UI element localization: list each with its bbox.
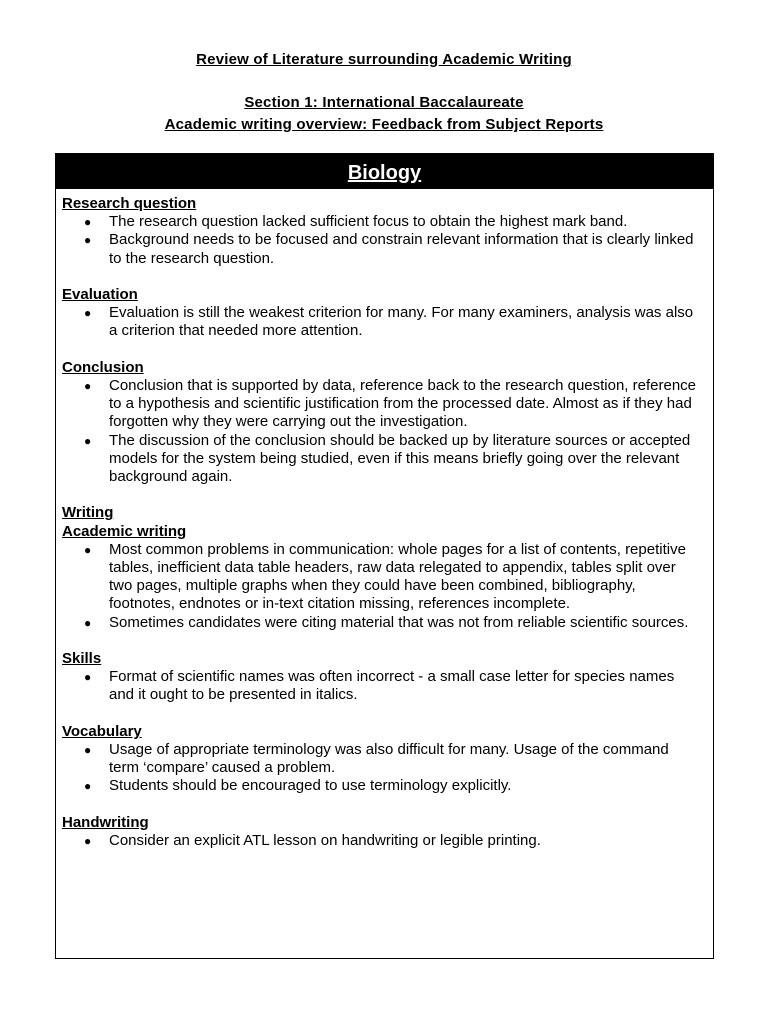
evaluation-list xyxy=(62,304,713,340)
list-item: ● The research question lacked sufficient focus to obtain the highest mark band. xyxy=(62,213,713,231)
list-item: ● Most common problems in communication: whole pages for a list of contents, repetitive tables, inefficient data table headers, raw data relegated to appendix, tables split over two pages, multiple graphs when they could have been combined, bibliography, footnotes, endnotes or in-text citation missing, references incomplete. xyxy=(62,541,713,614)
skills-list xyxy=(62,668,713,704)
research-question-list xyxy=(62,213,713,268)
list-item: ● The discussion of the conclusion should be backed up by literature sources or accepted models for the system being studied, even if this means briefly going over the relevant background again. xyxy=(62,432,713,487)
list-item: ● Background needs to be focused and constrain relevant information that is clearly linked to the research question. xyxy=(62,231,713,267)
list-item: ● Consider an explicit ATL lesson on handwriting or legible printing. xyxy=(62,832,713,850)
conclusion-list xyxy=(62,377,713,486)
writing-list xyxy=(62,541,713,632)
list-item: ● Conclusion that is supported by data, reference back to the research question, reference to a hypothesis and scientific justification from the processed date. Almost as if they had forgotten why they were carrying out the investigation. xyxy=(62,377,713,432)
section-heading-handwriting: Handwriting xyxy=(62,813,149,831)
vocabulary-list xyxy=(62,741,713,796)
section-heading-research-question: Research question xyxy=(62,195,197,212)
subheading-academic-writing: Academic writing xyxy=(62,522,187,540)
section-heading-vocabulary: Vocabulary xyxy=(62,722,142,740)
list-item: ● Format of scientific names was often incorrect - a small case letter for species names and it ought to be presented in italics. xyxy=(62,668,713,704)
section-heading-conclusion: Conclusion xyxy=(62,358,144,376)
box-title: Biology xyxy=(56,154,713,189)
list-item: ● Usage of appropriate terminology was also difficult for many. Usage of the command term ‘compare’ caused a problem. xyxy=(62,741,713,777)
section-heading-writing: Writing xyxy=(62,504,114,522)
list-item: ● Sometimes candidates were citing material that was not from reliable scientific sources. xyxy=(62,614,713,632)
handwriting-list xyxy=(62,832,713,850)
box-content xyxy=(56,189,713,850)
section-heading-evaluation: Evaluation xyxy=(62,286,138,303)
biology-feedback-box xyxy=(55,153,714,959)
section-title: Section 1: International Baccalaureate xyxy=(244,94,524,111)
list-item: ● Students should be encouraged to use terminology explicitly. xyxy=(62,777,713,795)
overview-title: Academic writing overview: Feedback from Subject Reports xyxy=(164,116,604,133)
list-item: ● Evaluation is still the weakest criterion for many. For many examiners, analysis was also a criterion that needed more attention. xyxy=(62,304,713,340)
section-heading-skills: Skills xyxy=(62,650,102,668)
document-title: Review of Literature surrounding Academic Writing xyxy=(196,51,572,68)
